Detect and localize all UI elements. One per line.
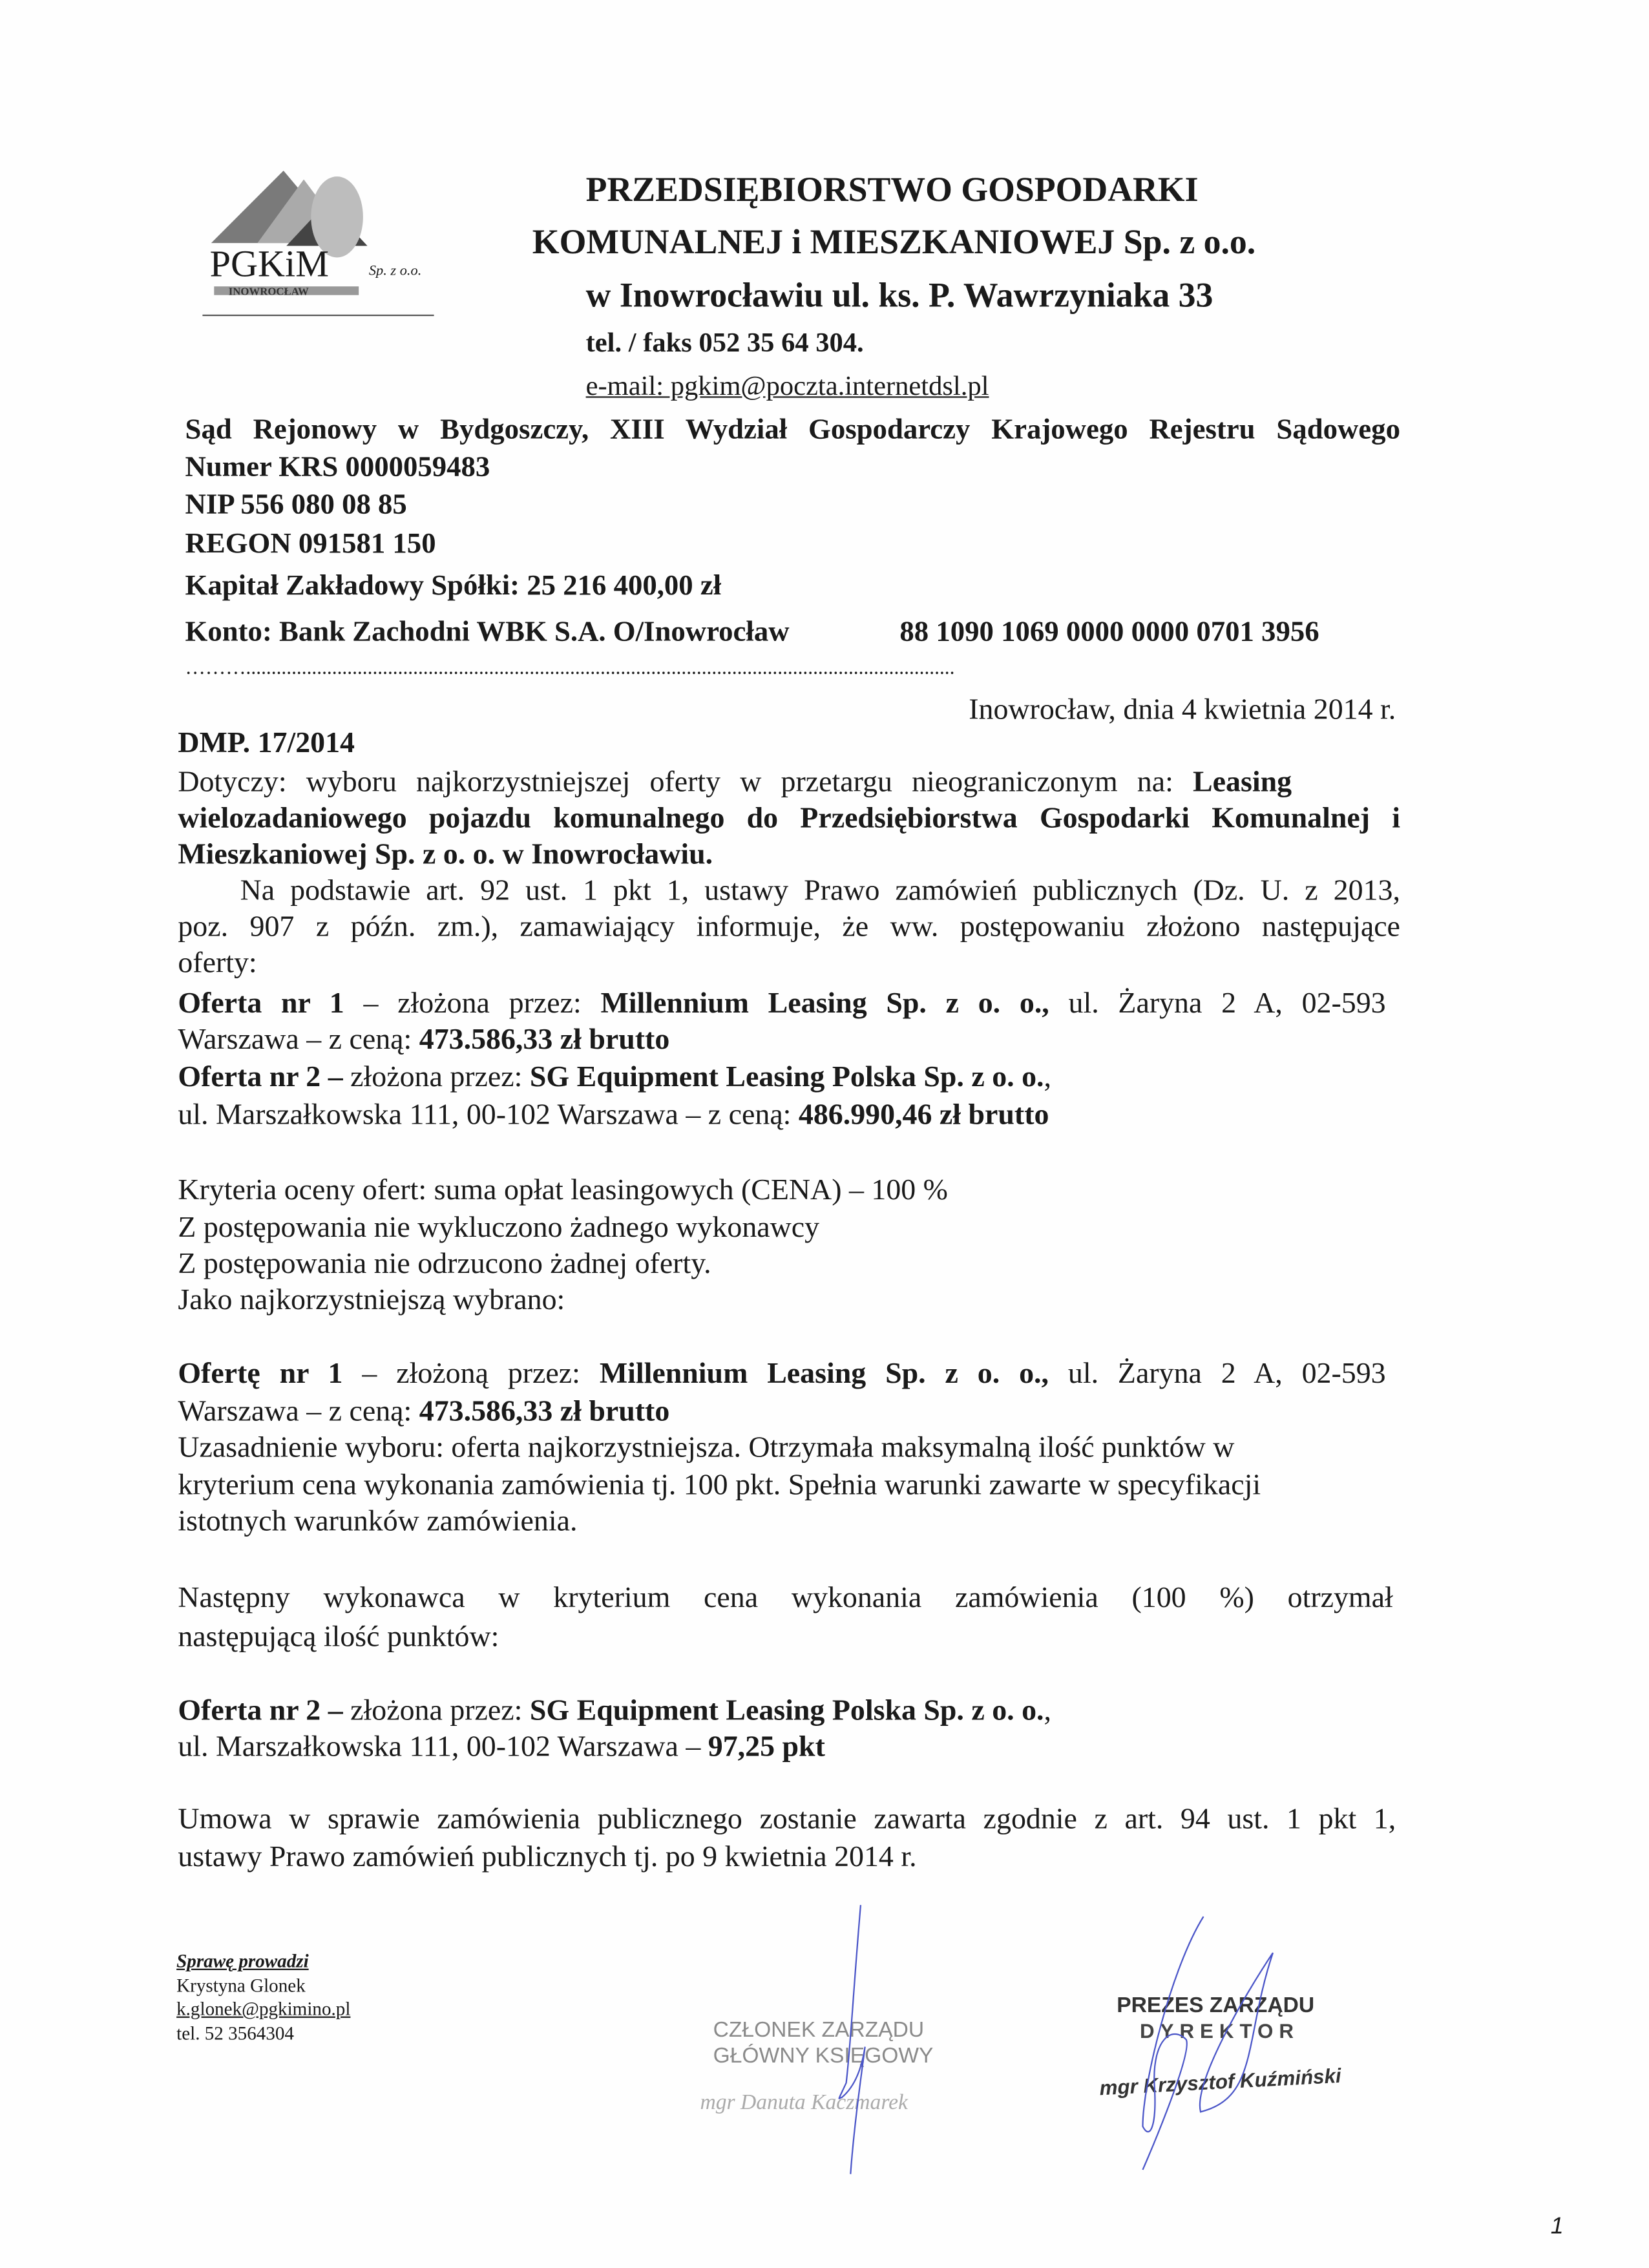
company-logo bbox=[200, 159, 446, 321]
intro-line2: poz. 907 z późn. zm.), zamawiający informuje, że ww. postępowaniu złożono następujące bbox=[178, 911, 1400, 943]
offer-label: Oferta nr 2 – bbox=[178, 1695, 343, 1727]
stamp-right-title2: DYREKTOR bbox=[1140, 2019, 1299, 2042]
offer-city: Warszawa – z ceną: bbox=[178, 1396, 419, 1428]
stamp-left-title2: GŁÓWNY KSIĘGOWY bbox=[713, 2044, 934, 2069]
regon-number: REGON 091581 150 bbox=[185, 528, 436, 560]
signature-left-icon bbox=[810, 1902, 926, 2192]
offer-by: – złożoną przez: bbox=[342, 1358, 600, 1391]
criteria-line: Z postępowania nie odrzucono żadnej oferty. bbox=[178, 1248, 711, 1281]
next-contractor-line2: następującą ilość punktów: bbox=[178, 1621, 499, 1654]
stamp-right-name: mgr Krzysztof Kuźmiński bbox=[1098, 2063, 1342, 2100]
company-email-link[interactable]: e-mail: pgkim@poczta.internetdsl.pl bbox=[585, 372, 989, 403]
selected-offer-line1 bbox=[178, 1357, 1385, 1392]
stamp-left-name: mgr Danuta Kaczmarek bbox=[700, 2092, 908, 2115]
offer-label: Oferta nr 2 – bbox=[178, 1062, 343, 1094]
subject-line1 bbox=[178, 765, 1292, 800]
stamp-right-title1: PREZES ZARZĄDU bbox=[1117, 1993, 1315, 2018]
subject-line3: Mieszkaniowej Sp. z o. o. w Inowrocławiu. bbox=[178, 839, 713, 871]
justification-line: kryterium cena wykonania zamówienia tj. 100 pkt. Spełnia warunki zawarte w specyfikacji bbox=[178, 1469, 1261, 1502]
offer-company: SG Equipment Leasing Polska Sp. z o. o. bbox=[529, 1695, 1044, 1727]
intro-line1: Na podstawie art. 92 ust. 1 pkt 1, ustawy Prawo zamówień publicznych (Dz. U. z 2013, bbox=[240, 875, 1400, 907]
signature-right-icon bbox=[1085, 1909, 1374, 2199]
selected-offer-line2 bbox=[178, 1394, 669, 1429]
offer-company: Millennium Leasing Sp. z o. o., bbox=[599, 1358, 1049, 1391]
offer-by: złożona przez: bbox=[342, 1062, 530, 1094]
offer-points: 97,25 pkt bbox=[708, 1731, 825, 1763]
next-contractor-line1: Następny wykonawca w kryterium cena wykonania zamówienia (100 %) otrzymał bbox=[178, 1582, 1393, 1615]
offer-address: ul. Żaryna 2 A, 02-593 bbox=[1048, 1358, 1386, 1391]
contract-line1: Umowa w sprawie zamówienia publicznego zostanie zawarta zgodnie z art. 94 ust. 1 pkt 1, bbox=[178, 1803, 1396, 1836]
second-offer-line2 bbox=[178, 1730, 825, 1765]
subject-bold: Leasing bbox=[1193, 766, 1292, 799]
offer-2-line1 bbox=[178, 1060, 1051, 1095]
offer-company: Millennium Leasing Sp. z o. o., bbox=[600, 987, 1049, 1020]
second-offer-line1 bbox=[178, 1694, 1051, 1728]
offer-company: SG Equipment Leasing Polska Sp. z o. o. bbox=[529, 1062, 1044, 1094]
intro-line3: oferty: bbox=[178, 947, 257, 980]
offer-1-line2 bbox=[178, 1023, 669, 1058]
logo-brand: PGKiM bbox=[209, 243, 329, 286]
contact-phone: tel. 52 3564304 bbox=[176, 2022, 294, 2044]
logo-city: INOWROCŁAW bbox=[228, 285, 309, 299]
criteria-line: Z postępowania nie wykluczono żadnego wykonawcy bbox=[178, 1212, 820, 1244]
nip-number: NIP 556 080 08 85 bbox=[185, 488, 407, 521]
krs-number: Numer KRS 0000059483 bbox=[185, 451, 490, 483]
offer-price: 473.586,33 zł brutto bbox=[419, 1024, 670, 1056]
company-name-line2: KOMUNALNEJ i MIESZKANIOWEJ Sp. z o.o. bbox=[532, 224, 1256, 262]
offer-address: ul. Żaryna 2 A, 02-593 bbox=[1049, 987, 1386, 1020]
offer-address: ul. Marszałkowska 111, 00-102 Warszawa – z ceną: bbox=[178, 1099, 799, 1131]
offer-2-line2 bbox=[178, 1098, 1049, 1133]
justification-line: Uzasadnienie wyboru: oferta najkorzystniejsza. Otrzymała maksymalną ilość punktów w bbox=[178, 1432, 1235, 1464]
contract-line2: ustawy Prawo zamówień publicznych tj. po 9 kwietnia 2014 r. bbox=[178, 1841, 917, 1873]
contact-email-link[interactable]: k.glonek@pgkimino.pl bbox=[176, 1997, 351, 2020]
offer-label: Oferta nr 1 bbox=[178, 987, 344, 1020]
court-registry: Sąd Rejonowy w Bydgoszczy, XIII Wydział Gospodarczy Krajowego Rejestru Sądowego bbox=[185, 414, 1400, 446]
subject-text: Dotyczy: wyboru najkorzystniejszej oferty w przetargu nieograniczonym na: bbox=[178, 766, 1193, 799]
contact-name: Krystyna Glonek bbox=[176, 1974, 306, 1997]
company-address: w Inowrocławiu ul. ks. P. Wawrzyniaka 33 bbox=[585, 277, 1213, 316]
subject-line2: wielozadaniowego pojazdu komunalnego do Przedsiębiorstwa Gospodarki Komunalnej i bbox=[178, 803, 1400, 835]
reference-number: DMP. 17/2014 bbox=[178, 728, 355, 760]
bank-account-number: 88 1090 1069 0000 0000 0701 3956 bbox=[899, 616, 1319, 648]
logo-suffix: Sp. z o.o. bbox=[368, 263, 422, 280]
criteria-line: Kryteria oceny ofert: suma opłat leasingowych (CENA) – 100 % bbox=[178, 1174, 948, 1206]
offer-comma: , bbox=[1044, 1062, 1052, 1094]
offer-price: 473.586,33 zł brutto bbox=[419, 1396, 670, 1428]
bank-account-name: Konto: Bank Zachodni WBK S.A. O/Inowrocław bbox=[185, 616, 790, 648]
letter-date: Inowrocław, dnia 4 kwietnia 2014 r. bbox=[969, 694, 1396, 726]
criteria-line: Jako najkorzystniejszą wybrano: bbox=[178, 1284, 565, 1317]
page-number: 1 bbox=[1550, 2214, 1564, 2240]
offer-price: 486.990,46 zł brutto bbox=[798, 1099, 1049, 1131]
company-phone: tel. / faks 052 35 64 304. bbox=[585, 328, 864, 359]
offer-1-line1 bbox=[178, 987, 1385, 1022]
separator-dots: ………............................................................................................................................................ bbox=[185, 658, 955, 680]
offer-address: ul. Marszałkowska 111, 00-102 Warszawa – bbox=[178, 1731, 708, 1763]
share-capital: Kapitał Zakładowy Spółki: 25 216 400,00 zł bbox=[185, 570, 722, 602]
contact-heading: Sprawę prowadzi bbox=[176, 1949, 309, 1972]
company-name-line1: PRZEDSIĘBIORSTWO GOSPODARKI bbox=[585, 172, 1199, 210]
offer-label: Ofertę nr 1 bbox=[178, 1358, 343, 1391]
offer-by: – złożona przez: bbox=[344, 987, 601, 1020]
offer-comma: , bbox=[1044, 1695, 1052, 1727]
offer-city: Warszawa – z ceną: bbox=[178, 1024, 419, 1056]
stamp-left-title1: CZŁONEK ZARZĄDU bbox=[713, 2017, 925, 2042]
justification-line: istotnych warunków zamówienia. bbox=[178, 1506, 578, 1538]
offer-by: złożona przez: bbox=[342, 1695, 530, 1727]
